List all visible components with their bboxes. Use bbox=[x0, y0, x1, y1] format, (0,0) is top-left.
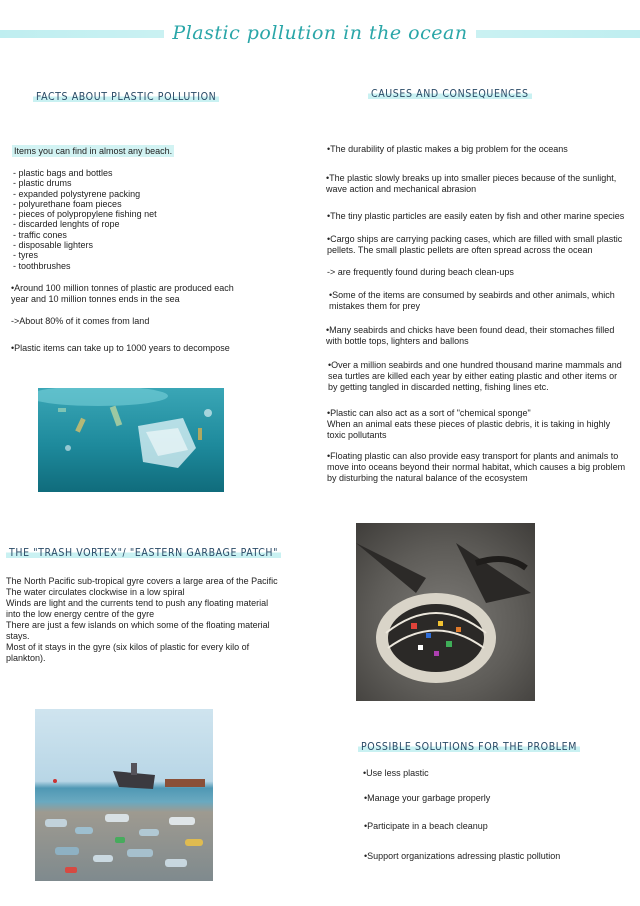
list-item: - plastic bags and bottles bbox=[13, 168, 113, 178]
vortex-line: Most of it stays in the gyre (six kilos of plastic for every kilo of plankton). bbox=[6, 642, 250, 663]
list-item: - toothbrushes bbox=[13, 260, 71, 271]
cause-item: •Over a million seabirds and one hundred thousand marine mammals and sea turtles are killed each year by either eating plastic and other items or by getting tangled in discarded netting, fishing lines etc. bbox=[328, 360, 622, 392]
seabird-carcass-photo bbox=[356, 523, 535, 701]
solution-item: •Participate in a beach cleanup bbox=[364, 821, 488, 831]
vortex-line: The water circulates clockwise in a low spiral bbox=[6, 587, 185, 597]
list-item: - polyurethane foam pieces bbox=[13, 198, 122, 209]
cause-item: When an animal eats these pieces of plastic debris, it is taking in highly toxic pollutants bbox=[327, 419, 611, 440]
causes-heading: CAUSES AND CONSEQUENCES bbox=[368, 88, 532, 100]
list-item: - pieces of polypropylene fishing net bbox=[13, 209, 157, 220]
polluted-beach-photo bbox=[35, 709, 213, 881]
underwater-plastic-photo bbox=[38, 388, 224, 492]
cause-item: -> are frequently found during beach clean-ups bbox=[327, 267, 514, 277]
solution-item: •Support organizations adressing plastic pollution bbox=[364, 851, 561, 861]
vortex-heading: THE "TRASH VORTEX"/ "EASTERN GARBAGE PATCH" bbox=[6, 547, 281, 559]
beach-items-list bbox=[13, 168, 157, 271]
cause-item: •Plastic can also act as a sort of "chemical sponge" bbox=[327, 408, 531, 418]
solutions-heading: POSSIBLE SOLUTIONS FOR THE PROBLEM bbox=[358, 741, 580, 753]
fact-from-land: ->About 80% of it comes from land bbox=[11, 316, 150, 326]
cause-item: •Floating plastic can also provide easy transport for plants and animals to move into oceans beyond their normal habitat, which causes a big problem by disturbing the natural balance of the ecosystem bbox=[327, 451, 626, 483]
vortex-line: Winds are light and the currents tend to push any floating material into the low energy centre of the gyre bbox=[6, 598, 269, 619]
polluted-beach-illustration bbox=[35, 709, 213, 881]
solution-item: •Manage your garbage properly bbox=[364, 793, 491, 803]
solution-item: •Use less plastic bbox=[363, 768, 429, 778]
cause-item: •The durability of plastic makes a big problem for the oceans bbox=[327, 144, 568, 154]
vortex-line: There are just a few islands on which some of the floating material stays. bbox=[6, 620, 270, 641]
cause-item: •The plastic slowly breaks up into smaller pieces because of the sunlight, wave action and mechanical abrasion bbox=[326, 173, 617, 194]
list-item: - discarded lenghts of rope bbox=[13, 219, 120, 230]
seabird-carcass-illustration bbox=[356, 523, 535, 701]
vortex-text bbox=[6, 576, 284, 664]
underwater-plastic-illustration bbox=[38, 388, 224, 492]
cause-item: •Cargo ships are carrying packing cases, which are filled with small plastic pellets. The small plastic pellets are often spread across the ocean bbox=[327, 234, 623, 255]
vortex-line: The North Pacific sub-tropical gyre covers a large area of the Pacific bbox=[6, 576, 278, 586]
facts-heading: FACTS ABOUT PLASTIC POLLUTION bbox=[33, 91, 219, 103]
list-item: - plastic drums bbox=[13, 178, 72, 189]
list-item: - tyres bbox=[13, 250, 39, 261]
fact-produced: •Around 100 million tonnes of plastic are produced each year and 10 million tonnes ends in the sea bbox=[11, 283, 234, 304]
page-title: Plastic pollution in the ocean bbox=[0, 22, 640, 44]
list-item: - disposable lighters bbox=[13, 240, 94, 251]
list-item: - expanded polystyrene packing bbox=[13, 188, 141, 199]
cause-item: •Some of the items are consumed by seabirds and other animals, which mistakes them for prey bbox=[329, 290, 615, 311]
fact-decompose: •Plastic items can take up to 1000 years to decompose bbox=[11, 343, 230, 353]
beach-intro: Items you can find in almost any beach. bbox=[14, 146, 173, 156]
cause-item: •The tiny plastic particles are easily eaten by fish and other marine species bbox=[327, 211, 625, 221]
list-item: - traffic cones bbox=[13, 229, 67, 240]
cause-item: •Many seabirds and chicks have been found dead, their stomaches filled with bottle tops, lighters and ballons bbox=[326, 325, 615, 346]
